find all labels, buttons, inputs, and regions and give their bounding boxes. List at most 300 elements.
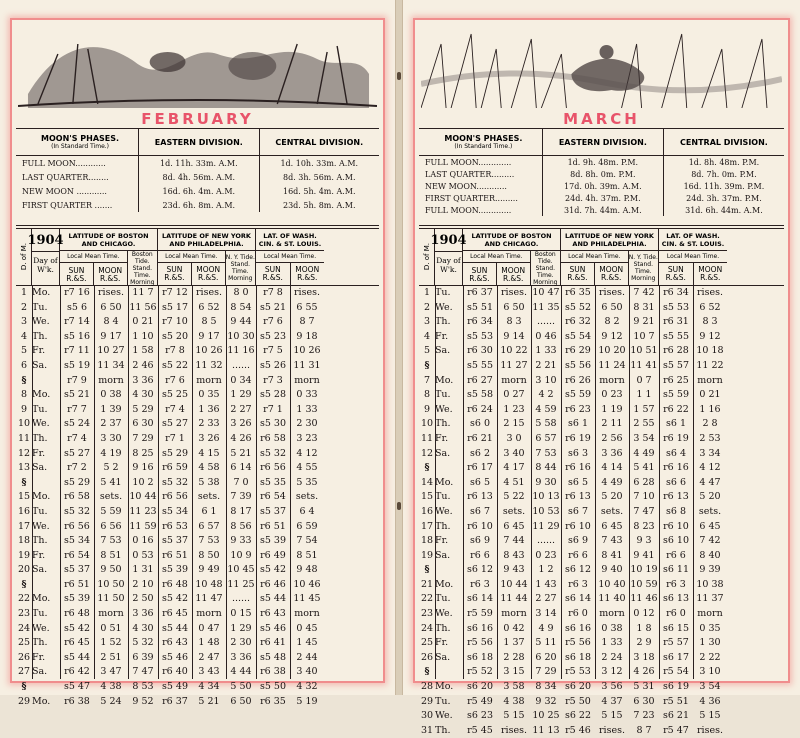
moon-boston: 10 27 — [97, 345, 125, 357]
tide-new-york: 10 19 — [630, 564, 658, 576]
tide-boston: 6 39 — [132, 651, 154, 663]
binding-staple — [397, 72, 401, 80]
moon-new-york: 7 53 — [198, 535, 220, 547]
calendar-row — [419, 505, 784, 520]
tide-boston: 1 31 — [132, 564, 154, 576]
day-of-week: Th. — [32, 432, 48, 444]
moon-new-york: 8 2 — [604, 316, 620, 328]
moon-new-york: morn — [196, 608, 222, 620]
moon-new-york: 6 52 — [198, 301, 220, 313]
day-of-week — [32, 578, 60, 593]
sun-boston: r5 52 — [467, 666, 493, 678]
moon-boston: 0 42 — [503, 622, 525, 634]
tide-new-york: 8 0 — [233, 287, 249, 298]
day-of-month: 26 — [17, 651, 31, 663]
moon-washington: 2 44 — [296, 651, 318, 663]
calendar-row — [419, 724, 784, 738]
sun-boston: r6 34 — [467, 316, 493, 328]
moon-boston: 3 40 — [503, 447, 525, 459]
phase-time-central: 23d. 5h. 8m. A.M. — [283, 200, 356, 210]
calendar-row — [16, 447, 379, 462]
sun-boston: r6 51 — [64, 578, 90, 590]
tide-boston: 2 50 — [132, 593, 154, 605]
tide-new-york: 10 30 — [227, 330, 255, 342]
moon-washington: 3 40 — [296, 666, 318, 678]
central-division-header: CENTRAL DIVISION. — [680, 137, 768, 147]
day-of-week: Tu. — [435, 287, 451, 298]
calendar-row — [419, 578, 784, 593]
sun-boston: s5 6 — [67, 301, 87, 313]
sun-washington: r7 5 — [263, 345, 283, 357]
day-of-month: 19 — [17, 549, 31, 561]
day-of-month: 12 — [17, 447, 31, 459]
sun-new-york: r6 29 — [565, 345, 591, 357]
sun-new-york: r7 4 — [165, 403, 185, 415]
moon-new-york: 9 49 — [198, 564, 220, 576]
moon-new-york: 2 11 — [601, 418, 623, 430]
tide-boston: 10 53 — [532, 505, 560, 517]
sun-new-york: s6 7 — [568, 505, 588, 517]
day-of-week: Th. — [435, 724, 451, 736]
moon-boston: 3 15 — [503, 666, 525, 678]
tide-new-york: 4 26 — [633, 666, 655, 678]
sun-new-york: s5 27 — [161, 418, 189, 430]
moon-phases-table — [16, 128, 379, 226]
sun-washington: r7 1 — [263, 403, 283, 415]
day-of-week: Tu. — [435, 593, 451, 605]
header-day-of-month-label: D. of M. — [19, 243, 28, 271]
moon-washington: 11 22 — [696, 359, 724, 371]
tide-new-york: 3 36 — [230, 651, 252, 663]
moon-washington: 8 40 — [699, 549, 721, 561]
tide-new-york: 9 3 — [636, 535, 652, 547]
moon-new-york: 0 35 — [198, 389, 220, 401]
sun-new-york: s5 49 — [161, 681, 189, 693]
moon-new-york: 3 56 — [601, 681, 623, 693]
day-of-week: Fr. — [32, 447, 46, 459]
calendar-row — [419, 330, 784, 345]
sun-new-york: r6 3 — [568, 578, 588, 590]
day-of-week: Sa. — [32, 462, 48, 474]
day-of-week: Fr. — [32, 651, 46, 663]
tide-new-york: 2 30 — [230, 637, 252, 649]
moon-boston: 9 50 — [100, 564, 122, 576]
day-of-week: Sa. — [435, 549, 451, 561]
day-of-month: 10 — [420, 418, 434, 430]
moon-new-york: 10 26 — [195, 345, 223, 357]
calendar-row — [419, 476, 784, 491]
moon-boston: 1 52 — [100, 637, 122, 649]
header-sun-rs: SUN R.&S. — [561, 263, 595, 285]
moon-new-york: 10 40 — [598, 578, 626, 590]
day-of-week: Sa. — [435, 651, 451, 663]
sun-washington: s6 8 — [666, 505, 686, 517]
binding-staple — [397, 502, 401, 510]
stand-time-label: Stand. Time. — [633, 261, 653, 275]
sun-boston: s5 39 — [63, 593, 91, 605]
day-of-week: Tu. — [435, 491, 451, 503]
phase-time-eastern: 24d. 4h. 37m. P.M. — [543, 192, 664, 204]
moon-boston: 4 38 — [100, 681, 122, 693]
sun-new-york: s6 14 — [564, 593, 592, 605]
moon-new-york: rises. — [196, 287, 222, 298]
tide-boston: 2 10 — [132, 578, 154, 590]
moon-new-york: 1 33 — [601, 637, 623, 649]
morning-label: Morning — [228, 275, 253, 282]
sun-washington: r5 54 — [663, 666, 689, 678]
sun-new-york: r7 10 — [162, 316, 188, 328]
moon-washington: rises. — [697, 287, 723, 298]
tide-boston: 8 44 — [535, 462, 557, 474]
header-group-washington-st-louis — [659, 229, 727, 285]
moon-phase-row — [16, 156, 379, 170]
sun-new-york: r6 35 — [565, 287, 591, 298]
day-of-month: 23 — [17, 608, 31, 620]
day-of-month: 2 — [20, 301, 28, 313]
moon-boston: rises. — [501, 287, 527, 298]
phase-time-central: 8d. 7h. 0m. P.M. — [691, 169, 757, 179]
tide-label: Boston Tide. — [534, 251, 556, 265]
moon-new-york: rises. — [599, 287, 625, 298]
sun-new-york: s5 34 — [161, 505, 189, 517]
moon-boston: 11 44 — [500, 593, 528, 605]
day-of-month: 13 — [17, 462, 31, 474]
sun-boston: s5 21 — [63, 389, 91, 401]
phase-name: LAST QUARTER........ — [16, 170, 139, 184]
header-local-mean — [463, 251, 531, 286]
day-of-week: Th. — [435, 520, 451, 532]
latitude-header: LAT. OF WASH. CIN. & ST. LOUIS. — [659, 229, 727, 251]
header-group-new-york-philadelphia — [158, 229, 256, 285]
sun-washington: r6 25 — [663, 374, 689, 386]
local-mean-time-label: Local Mean Time. — [463, 251, 530, 263]
header-subrow — [158, 251, 255, 285]
moon-boston: 5 22 — [503, 491, 525, 503]
sun-washington: s6 15 — [662, 622, 690, 634]
calendar-row — [16, 403, 379, 418]
sun-boston: r6 24 — [467, 403, 493, 415]
day-of-week: Fr. — [32, 549, 46, 561]
tide-new-york: 8 56 — [230, 520, 252, 532]
sun-boston: r6 42 — [64, 666, 90, 678]
sun-boston: s6 20 — [466, 681, 494, 693]
sun-boston: s5 55 — [466, 359, 494, 371]
stand-time-label: Stand. Time. — [230, 261, 250, 275]
day-of-week: Mo. — [32, 695, 51, 707]
sun-boston: s6 12 — [466, 564, 494, 576]
calendar-row — [16, 607, 379, 622]
day-of-week: We. — [435, 301, 453, 313]
tide-boston: 11 7 — [132, 287, 154, 298]
sun-boston: s6 9 — [470, 535, 490, 547]
sun-washington: r6 28 — [663, 345, 689, 357]
day-of-week: We. — [435, 710, 453, 722]
moon-boston: 6 56 — [100, 520, 122, 532]
header-moon-rs: MOON R.&S. — [599, 265, 624, 282]
moon-boston: 11 50 — [97, 593, 125, 605]
sun-washington: s5 59 — [662, 389, 690, 401]
tide-boston: 8 53 — [132, 681, 154, 693]
moon-boston: 5 24 — [100, 695, 122, 707]
sun-new-york: s5 59 — [564, 389, 592, 401]
phase-name: NEW MOON............ — [419, 180, 543, 192]
sun-washington: s6 21 — [662, 710, 690, 722]
day-of-week: Fr. — [435, 535, 449, 547]
moon-washington: 6 52 — [699, 301, 721, 313]
calendar-row — [419, 344, 784, 359]
sun-washington: s5 21 — [259, 301, 287, 313]
calendar-row — [16, 680, 379, 695]
february-page — [0, 0, 396, 707]
day-of-month: 23 — [420, 608, 434, 620]
sun-washington: r6 19 — [663, 432, 689, 444]
day-of-week: Mo. — [32, 287, 51, 298]
day-of-week: Tu. — [32, 608, 48, 620]
day-of-month: § — [424, 359, 430, 371]
moon-new-york: 4 49 — [601, 476, 623, 488]
moon-boston: 4 19 — [100, 447, 122, 459]
moon-washington: sets. — [698, 505, 722, 517]
column-rule — [561, 286, 562, 679]
day-of-week: Th. — [32, 637, 48, 649]
sun-new-york: r6 26 — [565, 374, 591, 386]
calendar-row — [16, 432, 379, 447]
sun-boston: r6 3 — [470, 578, 490, 590]
moon-washington: 4 36 — [699, 695, 721, 707]
latitude-header: LATITUDE OF BOSTON AND CHICAGO. — [463, 229, 560, 251]
sun-new-york: s5 25 — [161, 389, 189, 401]
column-rule — [629, 286, 630, 679]
moon-boston: 11 34 — [97, 359, 125, 371]
moon-new-york: 7 43 — [601, 535, 623, 547]
calendar-row — [419, 374, 784, 389]
moon-washington: 10 46 — [293, 578, 321, 590]
sun-washington: r6 34 — [663, 287, 689, 298]
moon-phase-row — [419, 204, 784, 216]
sun-boston: s5 19 — [63, 359, 91, 371]
calendar-row — [16, 417, 379, 432]
moon-washington: 0 45 — [296, 622, 318, 634]
header-day-of-week — [27, 229, 64, 285]
sun-new-york: r6 59 — [162, 462, 188, 474]
header-subrow — [659, 251, 727, 285]
tide-new-york: 6 30 — [633, 695, 655, 707]
page-frame — [10, 18, 385, 707]
sun-washington: r6 56 — [260, 462, 286, 474]
sun-washington: s5 30 — [259, 418, 287, 430]
moon-boston: 1 23 — [503, 403, 525, 415]
tide-new-york: 1 1 — [636, 389, 652, 401]
moon-washington: 3 23 — [296, 432, 318, 444]
day-of-week — [32, 374, 60, 389]
moon-washington: 4 47 — [699, 476, 721, 488]
header-moon-rs: MOON R.&S. — [501, 265, 526, 283]
sun-washington: r6 22 — [663, 403, 689, 415]
sun-new-york: r6 51 — [162, 549, 188, 561]
tide-new-york: 9 41 — [633, 549, 655, 561]
moon-new-york: 0 47 — [198, 622, 220, 634]
sun-new-york: r7 1 — [165, 432, 185, 444]
sun-boston: r6 27 — [467, 374, 493, 386]
sun-boston: r6 21 — [467, 432, 493, 444]
moon-washington: 1 30 — [699, 637, 721, 649]
sun-new-york: s5 42 — [161, 593, 189, 605]
calendar-row — [16, 665, 379, 680]
sun-boston: r7 16 — [64, 287, 90, 298]
column-rule — [595, 286, 596, 679]
moon-washington: 4 32 — [296, 681, 318, 693]
header-group-boston-chicago — [463, 229, 561, 285]
moon-boston: 4 17 — [503, 462, 525, 474]
day-of-week — [435, 665, 463, 680]
tide-boston: 11 13 — [532, 724, 560, 736]
moon-new-york: 4 15 — [198, 447, 220, 459]
calendar-row — [419, 359, 784, 374]
moon-new-york: 4 34 — [198, 681, 220, 693]
phase-time-eastern: 17d. 0h. 39m. A.M. — [543, 180, 664, 192]
day-of-week: We. — [32, 418, 50, 430]
moon-washington: 6 55 — [296, 301, 318, 313]
sun-new-york: s6 20 — [564, 681, 592, 693]
sun-washington: s5 57 — [662, 359, 690, 371]
header-subrow — [463, 251, 560, 286]
sun-washington: s5 48 — [259, 651, 287, 663]
column-rule — [128, 286, 129, 679]
tide-new-york: 10 51 — [630, 345, 658, 357]
day-of-month: 4 — [20, 330, 28, 342]
day-of-week: We. — [435, 608, 453, 620]
moon-boston: 2 37 — [100, 418, 122, 430]
calendar-row — [419, 622, 784, 637]
calendar-row — [16, 636, 379, 651]
column-rule — [256, 286, 257, 679]
tide-new-york: 8 31 — [633, 301, 655, 313]
header-moon-rs: MOON R.&S. — [295, 265, 320, 282]
tide-new-york: 10 7 — [633, 330, 655, 342]
day-of-month: 5 — [423, 345, 431, 357]
tide-boston: 2 27 — [535, 593, 557, 605]
header-sun-rs: SUN R.&S. — [463, 263, 497, 286]
tide-boston: ...... — [536, 316, 556, 328]
calendar-row — [419, 563, 784, 578]
moon-new-york: 4 14 — [601, 462, 623, 474]
sun-new-york: r7 8 — [165, 345, 185, 357]
moon-washington: 10 38 — [696, 578, 724, 590]
sun-new-york: s5 39 — [161, 564, 189, 576]
day-of-week: We. — [435, 505, 453, 517]
moon-new-york: 9 12 — [601, 330, 623, 342]
phase-time-eastern: 23d. 6h. 8m. A.M. — [139, 198, 259, 212]
day-of-week: Sa. — [435, 345, 451, 357]
tide-label: Boston Tide. — [131, 251, 153, 265]
central-division-header: CENTRAL DIVISION. — [275, 137, 364, 147]
moons-phases-header: MOON'S PHASES. (In Standard Time.) — [16, 129, 139, 155]
calendar-row — [419, 388, 784, 403]
day-of-month: 1 — [423, 287, 431, 298]
moon-washington: 6 4 — [299, 505, 315, 517]
sun-new-york: r5 56 — [565, 637, 591, 649]
tide-boston: 11 59 — [129, 520, 157, 532]
calendar-row — [16, 592, 379, 607]
moon-washington: 4 12 — [699, 462, 721, 474]
moon-new-york: 5 21 — [198, 695, 220, 707]
day-of-week: Mo. — [32, 593, 51, 605]
moon-new-york: 1 36 — [198, 403, 220, 415]
moon-boston: 9 14 — [503, 330, 525, 342]
moon-new-york: sets. — [197, 491, 221, 503]
moon-new-york: 4 58 — [198, 462, 220, 474]
tide-new-york: 7 23 — [633, 710, 655, 722]
phase-time-central: 16d. 5h. 4m. A.M. — [283, 186, 356, 196]
day-of-month: 17 — [420, 520, 434, 532]
sun-washington: s5 23 — [259, 330, 287, 342]
moon-new-york: 2 24 — [601, 651, 623, 663]
moon-boston: 9 43 — [503, 564, 525, 576]
sun-washington: s6 13 — [662, 593, 690, 605]
sun-washington: r6 35 — [260, 695, 286, 707]
sun-washington: r6 46 — [260, 578, 286, 590]
phase-time-central: 8d. 3h. 56m. A.M. — [283, 172, 356, 182]
tide-new-york: 3 26 — [230, 418, 252, 430]
day-of-week: Mo. — [435, 476, 454, 488]
tide-boston: 0 53 — [132, 549, 154, 561]
tide-new-york: 1 8 — [636, 622, 652, 634]
moon-washington: 1 33 — [296, 403, 318, 415]
day-of-month: 27 — [17, 666, 31, 678]
sun-boston: s6 23 — [466, 710, 494, 722]
moon-washington: 5 19 — [296, 695, 318, 707]
calendar-row — [419, 665, 784, 680]
tide-new-york: 2 27 — [230, 403, 252, 415]
calendar-row — [16, 315, 379, 330]
header-moon-rs: MOON R.&S. — [698, 265, 723, 282]
march-calendar-table — [419, 228, 784, 736]
day-of-month: 26 — [420, 651, 434, 663]
header-moon-rs: MOON R.&S. — [196, 265, 221, 282]
tide-boston: 9 52 — [132, 695, 154, 707]
moon-new-york: 5 38 — [198, 476, 220, 488]
tide-new-york: 10 45 — [227, 564, 255, 576]
moon-washington: 6 59 — [296, 520, 318, 532]
sun-washington: s5 32 — [259, 447, 287, 459]
moon-new-york: 0 23 — [601, 389, 623, 401]
moon-washington: 0 35 — [699, 622, 721, 634]
sun-washington: r6 58 — [260, 432, 286, 444]
moon-boston: 3 30 — [100, 432, 122, 444]
phase-time-central: 1d. 10h. 33m. A.M. — [280, 158, 359, 168]
moon-boston: morn — [501, 374, 527, 386]
tide-boston: 11 56 — [129, 301, 157, 313]
sun-new-york: r6 13 — [565, 491, 591, 503]
moon-new-york: sets. — [600, 505, 624, 517]
sun-boston: s5 42 — [63, 622, 91, 634]
tide-boston: 7 29 — [132, 432, 154, 444]
moon-new-york: 8 41 — [601, 549, 623, 561]
sun-washington: r6 41 — [260, 637, 286, 649]
day-of-week: We. — [435, 403, 453, 415]
sun-washington: r5 57 — [663, 637, 689, 649]
day-of-week: Th. — [32, 330, 48, 342]
sun-washington: r6 13 — [663, 491, 689, 503]
sun-boston: s6 0 — [470, 418, 490, 430]
moon-new-york: 5 15 — [601, 710, 623, 722]
calendar-row — [419, 432, 784, 447]
moon-washington: morn — [697, 608, 723, 620]
phase-name: FULL MOON............. — [419, 156, 543, 168]
tide-boston: 0 16 — [132, 535, 154, 547]
day-of-month: § — [21, 374, 27, 386]
calendar-row — [419, 447, 784, 462]
